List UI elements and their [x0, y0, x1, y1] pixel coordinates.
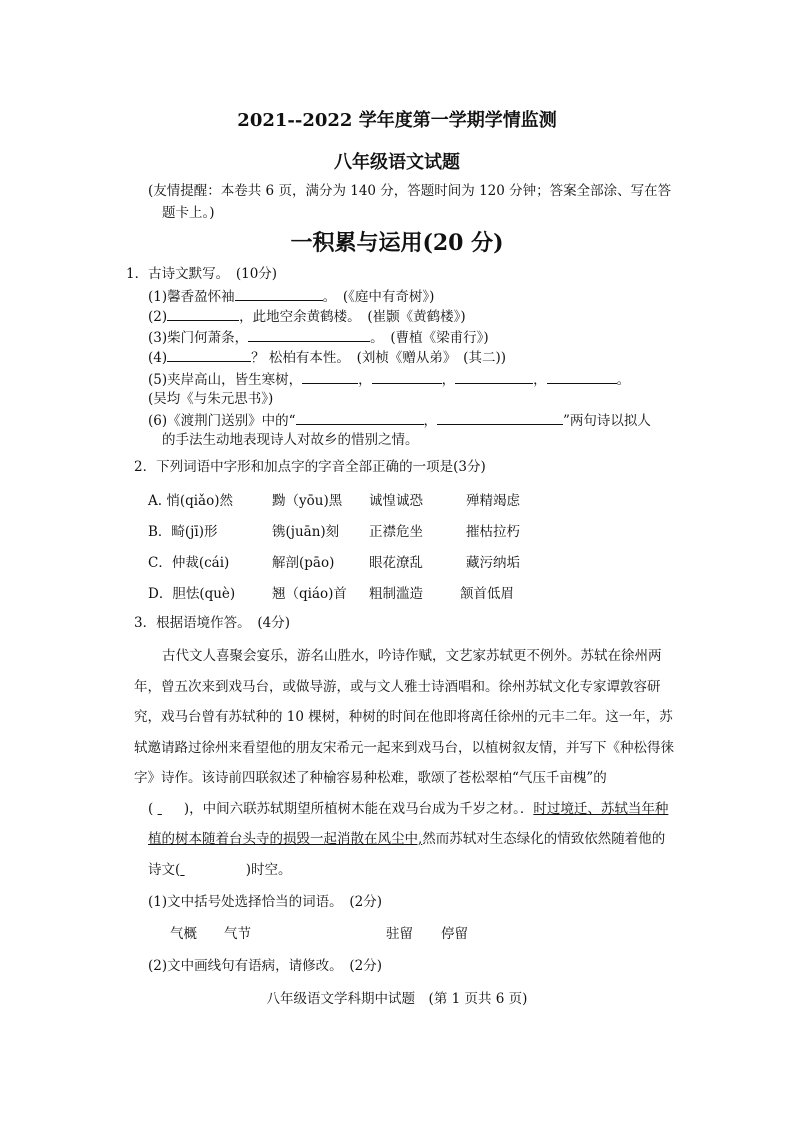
q3-heading: 3．根据语境作答。 (4分): [134, 615, 290, 631]
q1-item-6-pre: (6)《渡荆门送别》中的“: [148, 413, 296, 429]
q2-option-b-4: 摧枯拉朽: [466, 524, 520, 540]
answer-blank: [302, 369, 358, 384]
q2-option-d-3: 粗制滥造: [369, 586, 423, 602]
q1-item-1-pre: (1)馨香盈怀袖: [148, 289, 235, 305]
q1-item-6-line-2: 的手法生动地表现诗人对故乡的惜别之情。: [162, 432, 419, 448]
q2-option-a-4: 殚精竭虑: [466, 493, 520, 509]
q1-item-5: [148, 369, 630, 390]
q1-item-2-pre: (2): [148, 309, 168, 325]
exam-title: 2021--2022 学年度第一学期学情监测: [237, 110, 557, 131]
q1-item-6: [148, 410, 651, 431]
q1-item-4: [148, 347, 506, 368]
page-footer: 八年级语文学科期中试题 (第 1 页共 6 页): [266, 991, 528, 1007]
answer-blank: [167, 306, 239, 321]
q2-option-a-1: A. 悄(qiǎo)然: [148, 493, 234, 509]
note-line-2: 题卡上。): [162, 205, 215, 221]
comma: ，: [358, 372, 372, 388]
q1-item-1-post: 。 (《庭中有奇树》): [322, 289, 435, 305]
note-line-1: (友情提醒：本卷共 6 页，满分为 140 分，答题时间为 120 分钟；答案全部涂、写在答: [148, 183, 672, 199]
q1-item-3: [148, 327, 489, 348]
q3-sub-1: (1)文中括号处选择恰当的词语。 (2分): [148, 894, 382, 910]
q1-heading: 1．古诗文默写。 (10分): [126, 266, 278, 282]
q1-item-6-post: ”两句诗以拟人: [563, 413, 651, 429]
answer-blank: [167, 347, 251, 362]
q1-item-3-post: 。 (曹植《梁甫行》): [370, 330, 489, 346]
answer-blank: [296, 410, 424, 425]
q2-option-d-1: D．胆怯(què): [148, 586, 236, 602]
answer-blank: [547, 369, 617, 384]
q1-item-4-pre: (4): [148, 350, 168, 366]
passage-part-b2: )，中间六联苏轼期望所植树木能在戏马台成为千岁之材。．: [179, 800, 534, 817]
q2-option-b-3: 正襟危坐: [369, 524, 423, 540]
comma: ，: [533, 372, 547, 388]
q2-option-c-4: 藏污纳垢: [466, 555, 520, 571]
q3-word-3: 驻留: [386, 926, 413, 942]
answer-blank: [235, 286, 323, 301]
q3-passage-text: [134, 641, 674, 794]
passage-part-b4: )时空。: [232, 861, 292, 878]
passage-part-a: 古代文人喜聚会宴乐，游名山胜水，吟诗作赋，文艺家苏轼更不例外。苏轼在徐州两年，曾五次来到戏马台，或做导游，或与文人雅士诗酒唱和。徐州苏轼文化专家谭敦容研究，戏马台曾有苏轼种的 10 棵树，种树的时间在他即将离任徐州的元丰二年。这一年，苏轼邀请路过徐州来看望他的朋友宋希元一起来到戏马台，以植树叙友情，并写下《种松得徕字》诗作。该诗前四联叙述了种榆容易种松难，歌颂了苍松翠柏“气压千亩槐”的: [134, 648, 674, 786]
underlined-sentence: 时过境迁、苏轼当年种植的树本随着台头寺的损毁一起消散在风尘中,: [148, 800, 669, 847]
q3-word-4: 停留: [441, 926, 468, 942]
q3-passage: [134, 641, 674, 885]
q1-item-2: [148, 306, 466, 327]
q2-option-a-2: 黝（yōu)黑: [272, 493, 343, 509]
q1-item-5-source: (吴均《与朱元思书》): [148, 391, 274, 407]
q2-option-c-2: 解剖(pāo): [272, 555, 335, 571]
passage-part-b1: (: [148, 800, 158, 817]
section-title: 一积累与运用(20 分): [290, 230, 504, 256]
passage-part-b3: 然而苏轼对生态绿化的情致依然随着他的诗文(: [148, 831, 666, 878]
q1-item-3-pre: (3)柴门何萧条，: [148, 330, 249, 346]
comma: ，: [423, 413, 438, 429]
q1-item-2-post: ，此地空余黄鹤楼。 (崔颢《黄鹤楼》): [239, 309, 466, 325]
q2-option-c-1: C．仲裁(cái): [148, 555, 230, 571]
q1-item-5-pre: (5)夹岸高山，皆生寒树，: [148, 372, 303, 388]
q2-option-c-3: 眼花潦乱: [369, 555, 423, 571]
exam-note: [148, 180, 678, 224]
q2-heading: 2．下列词语中字形和加点字的字音全部正确的一项是(3分): [134, 459, 486, 475]
answer-blank: [180, 855, 232, 886]
answer-blank: [455, 369, 533, 384]
exam-subtitle: 八年级语文试题: [334, 152, 460, 173]
q2-option-b-2: 镌(juān)刻: [272, 524, 340, 540]
q2-option-b-1: B．畸(jī)形: [148, 524, 218, 540]
answer-blank: [158, 794, 180, 825]
q2-option-d-4: 颔首低眉: [460, 586, 514, 602]
q3-word-2: 气节: [224, 926, 251, 942]
q3-word-1: 气概: [170, 926, 197, 942]
answer-blank: [248, 327, 370, 342]
answer-blank: [372, 369, 442, 384]
q1-item-1: [148, 286, 434, 307]
period: 。: [616, 372, 631, 388]
comma: ，: [441, 372, 456, 388]
q1-item-4-post: ？ 松柏有本性。 (刘桢《赠从弟》 (其二)): [251, 350, 506, 366]
q2-option-d-2: 翘（qiáo)首: [272, 586, 347, 602]
answer-blank: [437, 410, 563, 425]
q3-passage-continued: [134, 794, 674, 886]
q3-sub-2: (2)文中画线句有语病，请修改。 (2分): [148, 958, 382, 974]
q2-option-a-3: 诚惶诚恐: [369, 493, 423, 509]
